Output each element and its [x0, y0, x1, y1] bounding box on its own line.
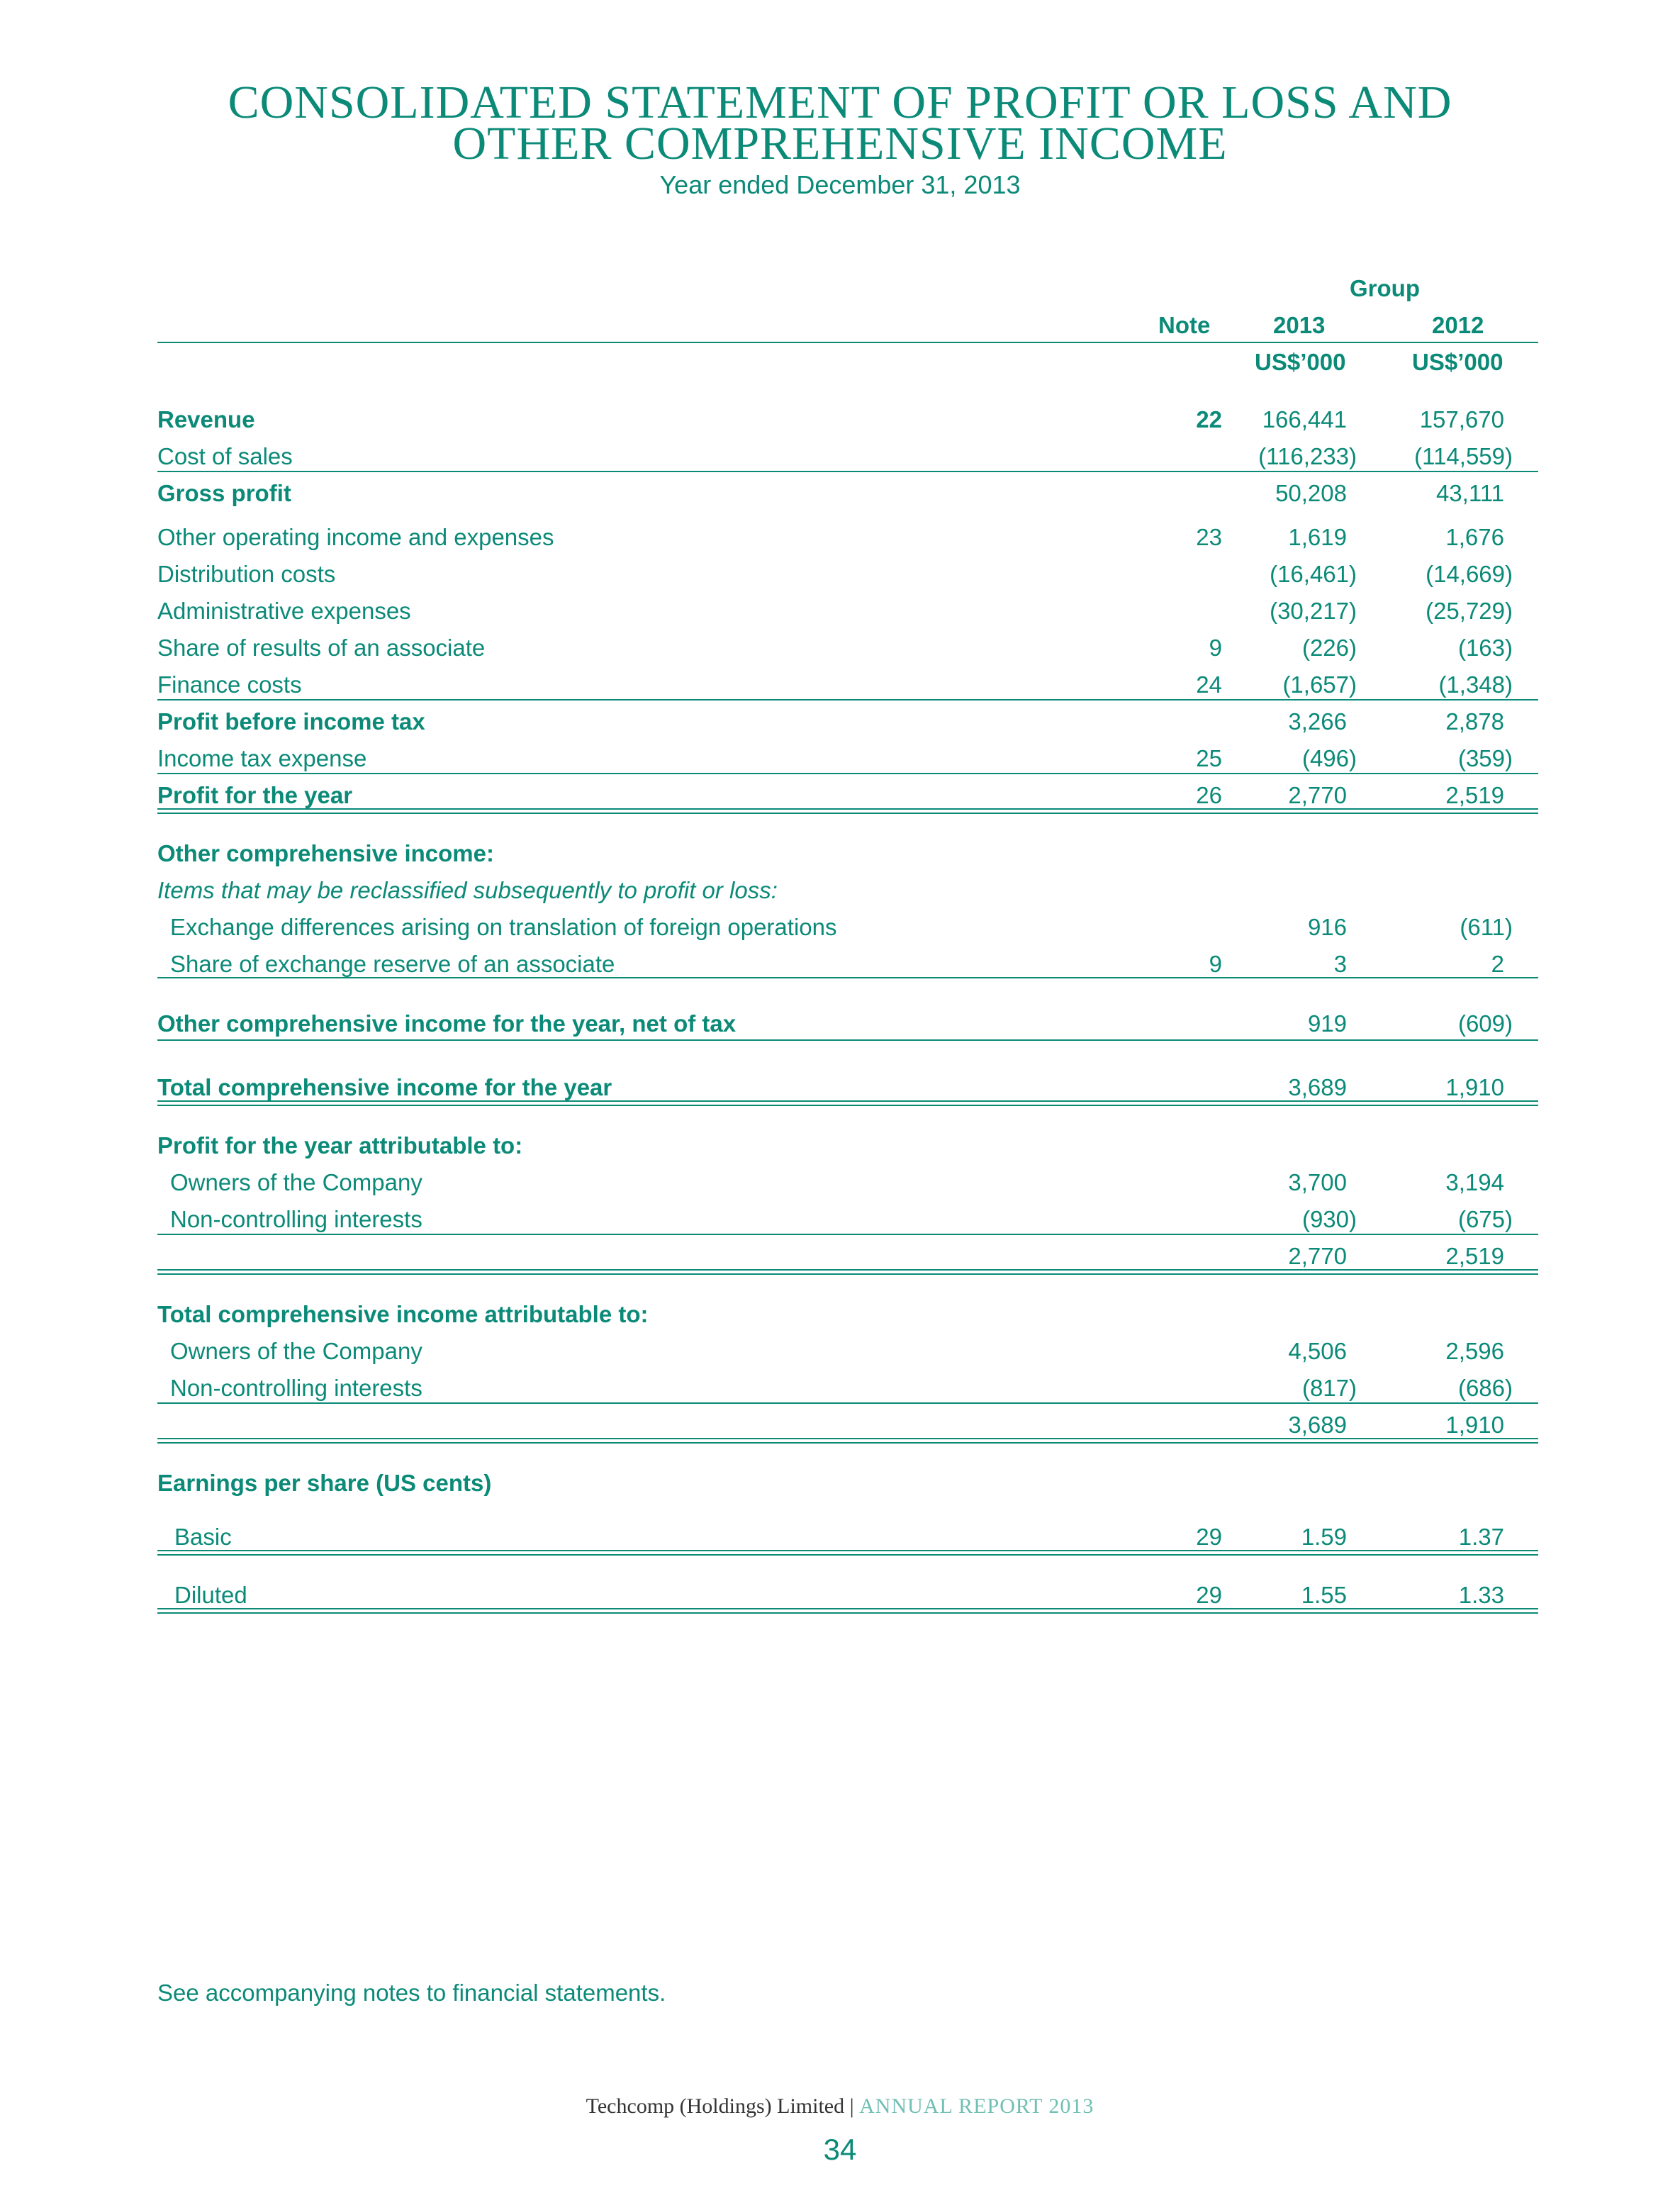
row-value-2013: 3,689: [1288, 1074, 1347, 1100]
row-value-2013: 2,770: [1288, 1243, 1347, 1269]
row-value-2012: 1,910: [1445, 1074, 1504, 1100]
row-value-2013: (1,657): [1282, 671, 1357, 698]
row-label: Other operating income and expenses: [157, 524, 554, 550]
row-value-2013: 3,700: [1288, 1169, 1347, 1195]
table-row: [157, 554, 1538, 591]
row-value-2013: 3,689: [1288, 1412, 1347, 1438]
row-value-2012: 2,878: [1445, 708, 1504, 735]
row-label: Owners of the Company: [170, 1169, 422, 1195]
page-title-line2: OTHER COMPREHENSIVE INCOME: [452, 118, 1228, 169]
footer-report: ANNUAL REPORT 2013: [859, 2094, 1094, 2118]
row-value-2013: (496): [1301, 745, 1357, 771]
section-subheading: [157, 871, 1538, 908]
table-row: [157, 1368, 1538, 1405]
section-heading: [157, 1126, 1538, 1163]
row-label: Profit for the year attributable to:: [157, 1132, 523, 1159]
row-label: Other comprehensive income:: [157, 840, 494, 866]
total-double-rule: [157, 1550, 1538, 1556]
row-value-2013: (930): [1301, 1206, 1357, 1232]
row-value-2012: 3,194: [1445, 1169, 1504, 1195]
row-value-2013: 919: [1307, 1010, 1347, 1037]
row-value-2013: 3,266: [1288, 708, 1347, 735]
table-row: [157, 944, 1538, 981]
row-value-2013: 50,208: [1275, 480, 1347, 506]
row-value-2013: (16,461): [1270, 561, 1357, 587]
subtotal-rule: [157, 471, 1538, 472]
section-heading: [157, 1295, 1538, 1332]
subtotal-rule: [157, 1039, 1538, 1041]
row-label: Basic: [174, 1524, 232, 1550]
table-row: [157, 1068, 1538, 1105]
table-row: [157, 1237, 1538, 1273]
row-value-2012: 2,519: [1445, 782, 1504, 808]
row-label: Owners of the Company: [170, 1338, 422, 1364]
row-note: 9: [1209, 635, 1222, 661]
subtotal-rule: [157, 1402, 1538, 1404]
row-value-2012: (611): [1460, 914, 1513, 940]
table-row: [157, 908, 1538, 944]
row-value-2013: 4,506: [1288, 1338, 1347, 1364]
row-value-2012: 1.33: [1458, 1582, 1504, 1608]
table-row: [157, 474, 1538, 510]
total-double-rule: [157, 1269, 1538, 1275]
unit-2013-header: US$’000: [1255, 349, 1346, 375]
table-row: [157, 628, 1538, 665]
subtotal-rule: [157, 699, 1538, 701]
row-value-2012: 1,910: [1445, 1412, 1504, 1438]
total-double-rule: [157, 808, 1538, 814]
group-header: Group: [1350, 275, 1420, 301]
row-value-2012: 1.37: [1458, 1524, 1504, 1550]
row-value-2012: (1,348): [1438, 671, 1513, 698]
row-value-2013: (30,217): [1270, 598, 1357, 624]
page-subtitle: Year ended December 31, 2013: [659, 170, 1021, 199]
row-value-2012: 43,111: [1435, 480, 1504, 506]
row-value-2012: 1,676: [1445, 524, 1504, 550]
row-value-2012: 2,596: [1445, 1338, 1504, 1364]
row-value-2013: 1,619: [1288, 524, 1347, 550]
row-label: Profit for the year: [157, 782, 353, 808]
row-note: 25: [1196, 745, 1222, 771]
row-value-2013: 166,441: [1262, 406, 1347, 432]
table-row: [157, 591, 1538, 628]
row-value-2013: 3: [1333, 951, 1347, 977]
row-label: Earnings per share (US cents): [157, 1470, 492, 1496]
row-label: Items that may be reclassified subsequently to profit or loss:: [157, 877, 778, 903]
subtotal-rule: [157, 1234, 1538, 1235]
row-value-2012: (14,669): [1426, 561, 1513, 587]
year-2012-header: 2012: [1432, 312, 1484, 338]
footer-company: Techcomp (Holdings) Limited: [586, 2094, 845, 2118]
total-double-rule: [157, 1100, 1538, 1106]
table-row: [157, 665, 1538, 702]
row-value-2012: 2: [1491, 951, 1504, 977]
row-label: Distribution costs: [157, 561, 336, 587]
row-label: Other comprehensive income for the year, net of tax: [157, 1010, 737, 1037]
row-label: Gross profit: [157, 480, 291, 506]
row-value-2012: 157,670: [1419, 406, 1504, 432]
year-2013-header: 2013: [1273, 312, 1326, 338]
row-value-2013: 916: [1307, 914, 1347, 940]
row-note: 23: [1196, 524, 1222, 550]
row-value-2013: 1.59: [1301, 1524, 1347, 1550]
row-value-2013: 2,770: [1288, 782, 1347, 808]
table-row: [157, 1200, 1538, 1237]
page-title-line1: CONSOLIDATED STATEMENT OF PROFIT OR LOSS AND: [228, 77, 1452, 128]
row-value-2012: (163): [1457, 635, 1513, 661]
table-row: [157, 400, 1538, 437]
row-label: Administrative expenses: [157, 598, 411, 624]
row-label: Revenue: [157, 406, 255, 432]
section-heading: [157, 834, 1538, 871]
row-note: 9: [1209, 951, 1222, 977]
row-note: 29: [1196, 1524, 1222, 1550]
table-row: [157, 1004, 1538, 1041]
subtotal-rule: [157, 977, 1538, 978]
row-value-2012: (675): [1457, 1206, 1513, 1232]
table-row: [157, 1575, 1538, 1612]
row-label: Exchange differences arising on translation of foreign operations: [170, 914, 837, 940]
row-value-2012: (686): [1457, 1375, 1513, 1401]
row-value-2012: (609): [1457, 1010, 1513, 1037]
row-value-2012: 2,519: [1445, 1243, 1504, 1269]
row-value-2013: (817): [1301, 1375, 1357, 1401]
row-label: Share of results of an associate: [157, 635, 486, 661]
footer-separator: |: [849, 2094, 854, 2118]
row-value-2012: (25,729): [1426, 598, 1513, 624]
unit-2012-header: US$’000: [1412, 349, 1503, 375]
row-value-2013: (226): [1301, 635, 1357, 661]
table-row: [157, 518, 1538, 554]
row-label: Total comprehensive income attributable to:: [157, 1301, 649, 1327]
total-double-rule: [157, 1608, 1538, 1614]
row-label: Non-controlling interests: [170, 1206, 422, 1232]
row-value-2013: 1.55: [1301, 1582, 1347, 1608]
subtotal-rule: [157, 773, 1538, 774]
row-label: Income tax expense: [157, 745, 367, 771]
table-row: [157, 702, 1538, 739]
row-note: 22: [1196, 406, 1222, 432]
header-rule: [157, 342, 1538, 343]
table-row: [157, 437, 1538, 474]
table-row: [157, 1405, 1538, 1442]
note-header: Note: [1158, 312, 1211, 338]
row-value-2012: (114,559): [1414, 443, 1513, 469]
table-row: [157, 739, 1538, 776]
row-label: Finance costs: [157, 671, 302, 698]
row-label: Profit before income tax: [157, 708, 425, 735]
table-row: [157, 1163, 1538, 1200]
page-number: 34: [823, 2133, 857, 2166]
section-heading: [157, 1463, 1538, 1500]
page-footer: [0, 2094, 1680, 2119]
table-row: [157, 1332, 1538, 1368]
row-note: 24: [1196, 671, 1222, 698]
row-label: Total comprehensive income for the year: [157, 1074, 612, 1100]
row-note: 26: [1196, 782, 1222, 808]
total-double-rule: [157, 1438, 1538, 1444]
footnote: See accompanying notes to financial statements.: [157, 1980, 666, 2006]
row-label: Cost of sales: [157, 443, 293, 469]
table-row: [157, 1517, 1538, 1554]
row-label: Non-controlling interests: [170, 1375, 422, 1401]
row-value-2012: (359): [1457, 745, 1513, 771]
row-value-2013: (116,233): [1258, 443, 1357, 469]
table-row: [157, 776, 1538, 813]
row-label: Diluted: [174, 1582, 247, 1608]
row-label: Share of exchange reserve of an associate: [170, 951, 615, 977]
row-note: 29: [1196, 1582, 1222, 1608]
